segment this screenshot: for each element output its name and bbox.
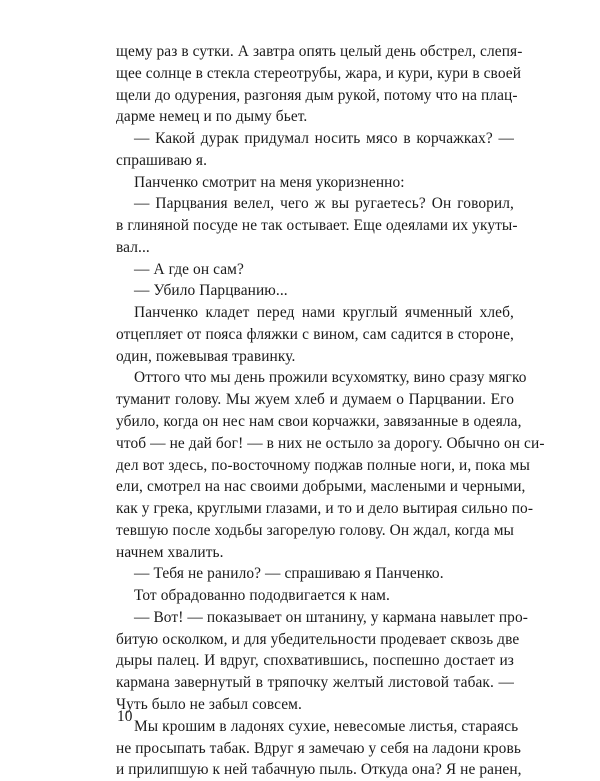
- text-line: отцепляет от пояса фляжки с вином, сам садится в стороне,: [116, 325, 514, 343]
- text-line: тевшую после ходьбы загорелую голову. Он ждал, когда мы: [116, 521, 514, 539]
- text-line: дел вот здесь, по-восточному поджав полные ноги, и, пока мы: [116, 456, 530, 474]
- text-line: — Вот! — показывает он штанину, у кармана навылет про-: [134, 608, 528, 626]
- text-line: спрашиваю я.: [116, 151, 208, 169]
- text-line: как у грека, круглыми глазами, и то и дело вытирая сильно по-: [116, 500, 534, 518]
- text-line: — Убило Парцванию...: [134, 282, 288, 300]
- text-line: чтоб — не дай бог! — в них не остыло за дорогу. Обычно он си-: [116, 434, 545, 452]
- text-line: туманит голову. Мы жуем хлеб и думаем о Парцвании. Его: [116, 391, 514, 409]
- body-text: [116, 41, 545, 781]
- text-line: — Тебя не ранило? — спрашиваю я Панченко.: [134, 565, 444, 583]
- text-line: Чуть было не забыл совсем.: [116, 695, 302, 713]
- text-line: Панченко смотрит на меня укоризненно:: [134, 173, 405, 191]
- text-line: дарме немец и по дыму бьет.: [116, 108, 308, 126]
- text-line: — Парцвания велел, чего ж вы ругаетесь? Он говорил,: [134, 195, 514, 213]
- text-line: вал...: [116, 238, 150, 256]
- text-line: — Какой дурак придумал носить мясо в корчажках? —: [134, 130, 514, 148]
- text-line: щели до одурения, разгоняя дым рукой, потому что на плац-: [116, 86, 518, 104]
- text-line: Мы крошим в ладонях сухие, невесомые листья, стараясь: [134, 717, 519, 735]
- text-line: в глиняной посуде не так остывает. Еще одеялами их укуты-: [116, 217, 518, 235]
- text-line: — А где он сам?: [134, 260, 244, 278]
- text-line: Оттого что мы день прожили всухомятку, вино сразу мягко: [134, 369, 527, 387]
- text-line: и прилипшую к ней табачную пыль. Откуда она? Я не ранен,: [116, 761, 522, 779]
- text-line: Панченко кладет перед нами круглый ячменный хлеб,: [134, 304, 514, 322]
- page-number: 10: [117, 708, 133, 725]
- text-line: щему раз в сутки. А завтра опять целый день обстрел, слепя-: [116, 43, 523, 60]
- text-line: начнем хвалить.: [116, 543, 224, 561]
- text-line: ели, смотрел на нас своими добрыми, маслеными и черными,: [116, 478, 526, 496]
- text-line: один, пожевывая травинку.: [116, 347, 296, 365]
- text-line: кармана завернутый в тряпочку желтый листовой табак. —: [116, 674, 514, 692]
- text-line: убило, когда он нес нам свои корчажки, завязанные в одеяла,: [116, 413, 522, 431]
- text-line: щее солнце в стекла стереотрубы, жара, и кури, кури в своей: [116, 64, 522, 82]
- text-line: дыры палец. И вдруг, спохватившись, поспешно достает из: [116, 652, 514, 670]
- text-line: Тот обрадованно пододвигается к нам.: [134, 587, 390, 605]
- text-line: не просыпать табак. Вдруг я замечаю у себя на ладони кровь: [116, 739, 521, 757]
- text-line: битую осколком, и для убедительности продевает сквозь две: [116, 630, 520, 648]
